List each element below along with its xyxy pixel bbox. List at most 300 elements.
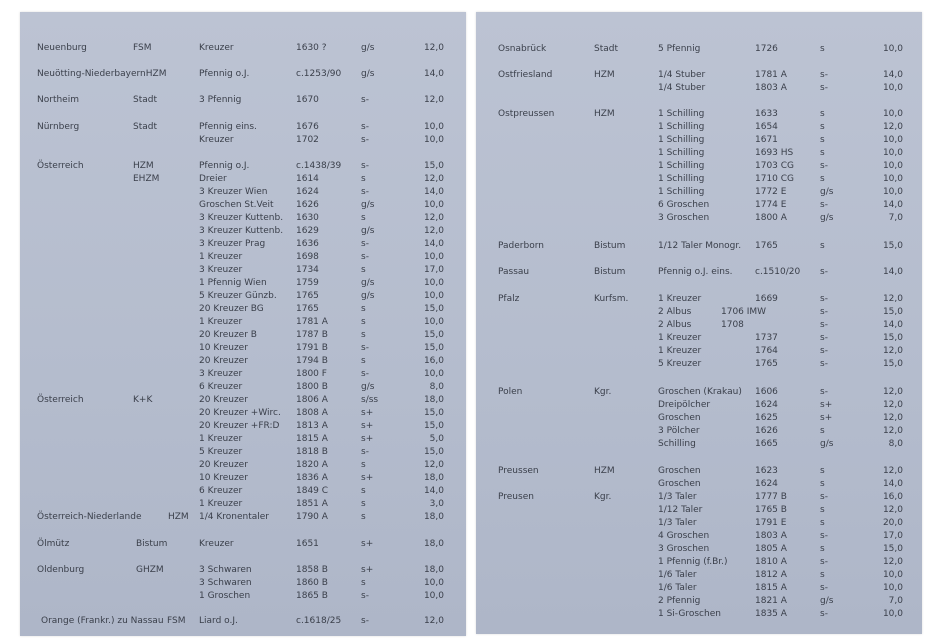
condition-cell: s — [820, 148, 825, 158]
condition-cell: s — [361, 578, 366, 588]
price-cell: 12,0 — [882, 413, 903, 423]
price-cell: 15,0 — [882, 544, 903, 554]
condition-cell: s/ss — [361, 395, 379, 405]
year-cell: 1810 A — [755, 557, 787, 567]
denomination-cell: 6 Kreuzer — [199, 382, 243, 392]
condition-cell: s- — [361, 95, 369, 105]
condition-cell: s- — [820, 294, 828, 304]
denomination-cell: Pfennig eins. — [199, 122, 257, 132]
denomination-cell: 1 Pfennig (f.Br.) — [658, 557, 728, 567]
denomination-cell: 3 Kreuzer — [199, 265, 243, 275]
year-cell: 1812 A — [755, 570, 787, 580]
denomination-cell: 1/6 Taler — [658, 583, 697, 593]
price-cell: 14,0 — [882, 200, 903, 210]
condition-cell: s — [820, 505, 825, 515]
price-cell: 10,0 — [423, 291, 444, 301]
condition-cell: s- — [820, 359, 828, 369]
condition-cell: g/s — [361, 43, 375, 53]
condition-cell: s- — [820, 200, 828, 210]
price-cell: 16,0 — [423, 356, 444, 366]
price-cell: 5,0 — [429, 434, 444, 444]
catalog-row — [20, 302, 466, 316]
catalog-row — [20, 67, 466, 81]
denomination-cell: 3 Kreuzer Prag — [199, 239, 266, 249]
denomination-cell: 1/4 Kronentaler — [199, 512, 269, 522]
year-cell: 1665 — [755, 439, 778, 449]
price-cell: 12,0 — [423, 174, 444, 184]
condition-cell: g/s — [361, 200, 375, 210]
price-cell: 18,0 — [423, 473, 444, 483]
price-cell: 12,0 — [882, 557, 903, 567]
authority-cell: Bistum — [136, 539, 168, 549]
catalog-row — [476, 159, 922, 173]
year-cell: 1706 IMW — [721, 307, 767, 317]
catalog-row — [476, 265, 922, 279]
condition-cell: s+ — [820, 400, 833, 410]
price-cell: 12,0 — [882, 387, 903, 397]
year-cell: 1651 — [296, 539, 319, 549]
place-cell: Northeim — [37, 95, 79, 105]
year-cell: c.1618/25 — [296, 616, 342, 626]
catalog-row — [476, 581, 922, 595]
price-cell: 8,0 — [888, 439, 903, 449]
catalog-row — [476, 516, 922, 530]
price-cell: 18,0 — [423, 395, 444, 405]
authority-cell: Kgr. — [594, 492, 612, 502]
denomination-cell: 1 Schilling — [658, 148, 705, 158]
authority-cell: Stadt — [133, 122, 157, 132]
denomination-cell: 1 Schilling — [658, 174, 705, 184]
catalog-row — [476, 568, 922, 582]
place-cell: Nürnberg — [37, 122, 80, 132]
price-list-page-right — [476, 12, 922, 634]
catalog-row — [20, 432, 466, 446]
price-cell: 12,0 — [423, 213, 444, 223]
denomination-cell: 1/12 Taler Monogr. — [658, 241, 742, 251]
year-cell: c.1510/20 — [755, 267, 801, 277]
denomination-cell: Kreuzer — [199, 135, 234, 145]
denomination-cell: 3 Pölcher — [658, 426, 700, 436]
denomination-cell: 20 Kreuzer +Wirc. — [199, 408, 281, 418]
year-cell: 1734 — [296, 265, 319, 275]
denomination-cell: 1 Kreuzer — [658, 294, 702, 304]
denomination-cell: 3 Kreuzer Kuttenb. — [199, 213, 284, 223]
price-cell: 12,0 — [882, 426, 903, 436]
condition-cell: s- — [820, 492, 828, 502]
year-cell: c.1253/90 — [296, 69, 342, 79]
denomination-cell: 20 Kreuzer — [199, 460, 248, 470]
condition-cell: s+ — [361, 539, 374, 549]
catalog-row — [476, 239, 922, 253]
year-cell: 1794 B — [296, 356, 328, 366]
catalog-row — [476, 424, 922, 438]
price-cell: 15,0 — [882, 333, 903, 343]
price-cell: 12,0 — [882, 122, 903, 132]
year-cell: 1606 — [755, 387, 778, 397]
year-cell: 1808 A — [296, 408, 328, 418]
denomination-cell: Schilling — [658, 439, 696, 449]
price-cell: 12,0 — [882, 466, 903, 476]
denomination-cell: Pfennig o.J. eins. — [658, 267, 733, 277]
denomination-cell: Dreipölcher — [658, 400, 711, 410]
condition-cell: s — [361, 265, 366, 275]
authority-cell: GHZM — [136, 565, 164, 575]
condition-cell: g/s — [361, 382, 375, 392]
year-cell: 1803 A — [755, 83, 787, 93]
condition-cell: s — [820, 135, 825, 145]
catalog-row — [20, 133, 466, 147]
denomination-cell: 1 Pfennig Wien — [199, 278, 267, 288]
catalog-row — [20, 393, 466, 407]
year-cell: c.1438/39 — [296, 161, 342, 171]
catalog-row — [476, 477, 922, 491]
condition-cell: s — [820, 466, 825, 476]
condition-cell: g/s — [361, 278, 375, 288]
catalog-row — [20, 159, 466, 173]
condition-cell: s- — [361, 591, 369, 601]
place-cell: Preussen — [498, 466, 539, 476]
year-cell: 1630 — [296, 213, 319, 223]
year-cell: 1806 A — [296, 395, 328, 405]
denomination-cell: 20 Kreuzer — [199, 356, 248, 366]
authority-cell: Bistum — [594, 267, 626, 277]
catalog-row — [20, 341, 466, 355]
place-cell: Passau — [498, 267, 530, 277]
year-cell: 1865 B — [296, 591, 328, 601]
place-cell: Österreich — [37, 161, 84, 171]
condition-cell: s — [361, 486, 366, 496]
price-cell: 10,0 — [423, 591, 444, 601]
price-cell: 15,0 — [423, 408, 444, 418]
denomination-cell: 1 Groschen — [199, 591, 251, 601]
place-cell: Ölmütz — [37, 539, 70, 549]
condition-cell: s- — [820, 161, 828, 171]
catalog-row — [20, 276, 466, 290]
denomination-cell: 10 Kreuzer — [199, 473, 248, 483]
condition-cell: s- — [361, 252, 369, 262]
place-cell: Neuötting-NiederbayernHZM — [37, 69, 167, 79]
condition-cell: s- — [820, 333, 828, 343]
price-cell: 10,0 — [423, 135, 444, 145]
year-cell: 1781 A — [755, 70, 787, 80]
catalog-row — [476, 411, 922, 425]
condition-cell: g/s — [361, 69, 375, 79]
condition-cell: s+ — [361, 434, 374, 444]
price-cell: 15,0 — [423, 343, 444, 353]
denomination-cell: 1/6 Taler — [658, 570, 697, 580]
year-cell: 1626 — [755, 426, 778, 436]
price-cell: 10,0 — [423, 122, 444, 132]
price-cell: 14,0 — [882, 70, 903, 80]
condition-cell: s- — [820, 531, 828, 541]
price-cell: 7,0 — [888, 596, 903, 606]
denomination-cell: Kreuzer — [199, 539, 234, 549]
authority-cell: HZM — [594, 70, 615, 80]
catalog-row — [20, 289, 466, 303]
denomination-cell: 6 Groschen — [658, 200, 710, 210]
catalog-row — [476, 490, 922, 504]
denomination-cell: 1/3 Taler — [658, 518, 697, 528]
catalog-row — [476, 398, 922, 412]
catalog-row — [20, 41, 466, 55]
price-cell: 8,0 — [429, 382, 444, 392]
year-cell: 1781 A — [296, 317, 328, 327]
catalog-row — [20, 315, 466, 329]
catalog-row — [476, 464, 922, 478]
catalog-row — [20, 497, 466, 511]
year-cell: 1835 A — [755, 609, 787, 619]
catalog-row — [20, 458, 466, 472]
condition-cell: s- — [820, 70, 828, 80]
price-cell: 10,0 — [882, 161, 903, 171]
catalog-row — [476, 607, 922, 621]
condition-cell: s- — [820, 609, 828, 619]
condition-cell: s — [361, 356, 366, 366]
year-cell: 1625 — [755, 413, 778, 423]
year-cell: 1815 A — [755, 583, 787, 593]
price-cell: 12,0 — [423, 616, 444, 626]
catalog-row — [20, 198, 466, 212]
denomination-cell: 2 Pfennig — [658, 596, 701, 606]
catalog-row — [476, 555, 922, 569]
price-cell: 10,0 — [882, 44, 903, 54]
denomination-cell: 1/4 Stuber — [658, 83, 706, 93]
catalog-row — [20, 445, 466, 459]
year-cell: 1821 A — [755, 596, 787, 606]
price-cell: 14,0 — [423, 69, 444, 79]
denomination-cell: Pfennig o.J. — [199, 69, 250, 79]
catalog-row — [476, 542, 922, 556]
year-cell: 1803 A — [755, 531, 787, 541]
year-cell: 1624 — [296, 187, 319, 197]
condition-cell: s — [361, 512, 366, 522]
price-cell: 15,0 — [423, 304, 444, 314]
place-cell: Ostfriesland — [498, 70, 553, 80]
price-cell: 10,0 — [882, 583, 903, 593]
denomination-cell: Groschen St.Veit — [199, 200, 274, 210]
condition-cell: s+ — [361, 565, 374, 575]
place-cell: Paderborn — [498, 241, 544, 251]
condition-cell: s- — [361, 369, 369, 379]
price-cell: 12,0 — [423, 43, 444, 53]
denomination-cell: 1/12 Taler — [658, 505, 703, 515]
price-cell: 10,0 — [882, 570, 903, 580]
denomination-cell: 3 Kreuzer Wien — [199, 187, 268, 197]
denomination-cell: 5 Pfennig — [658, 44, 701, 54]
price-cell: 10,0 — [882, 187, 903, 197]
catalog-row — [20, 211, 466, 225]
denomination-cell: 1 Kreuzer — [658, 333, 702, 343]
place-cell: Orange (Frankr.) zu Nassau — [41, 616, 164, 626]
year-cell: 1633 — [755, 109, 778, 119]
catalog-row — [476, 305, 922, 319]
catalog-row — [476, 385, 922, 399]
price-cell: 3,0 — [429, 499, 444, 509]
condition-cell: s — [820, 241, 825, 251]
catalog-row — [20, 419, 466, 433]
denomination-cell: 3 Schwaren — [199, 565, 252, 575]
year-cell: 1654 — [755, 122, 778, 132]
price-cell: 12,0 — [423, 460, 444, 470]
place-cell: Preusen — [498, 492, 534, 502]
denomination-cell: 20 Kreuzer — [199, 395, 248, 405]
place-cell: Ostpreussen — [498, 109, 555, 119]
condition-cell: s — [820, 570, 825, 580]
denomination-cell: 3 Kreuzer — [199, 369, 243, 379]
year-cell: 1800 B — [296, 382, 328, 392]
catalog-row — [476, 120, 922, 134]
authority-cell: K+K — [133, 395, 153, 405]
price-cell: 12,0 — [882, 505, 903, 515]
year-cell: 1708 — [721, 320, 744, 330]
catalog-row — [476, 133, 922, 147]
denomination-cell: 1 Schilling — [658, 135, 705, 145]
denomination-cell: 1 Schilling — [658, 161, 705, 171]
year-cell: 1765 — [296, 304, 319, 314]
catalog-row — [476, 318, 922, 332]
denomination-cell: 3 Kreuzer Kuttenb. — [199, 226, 284, 236]
condition-cell: s- — [820, 387, 828, 397]
catalog-row — [476, 292, 922, 306]
condition-cell: s- — [361, 135, 369, 145]
price-cell: 14,0 — [423, 187, 444, 197]
denomination-cell: 3 Schwaren — [199, 578, 252, 588]
year-cell: 1774 E — [755, 200, 787, 210]
catalog-row — [20, 563, 466, 577]
denomination-cell: 20 Kreuzer BG — [199, 304, 264, 314]
year-cell: 1626 — [296, 200, 319, 210]
condition-cell: s — [820, 544, 825, 554]
place-cell: Osnabrück — [498, 44, 547, 54]
denomination-cell: 1 Si-Groschen — [658, 609, 721, 619]
year-cell: 1849 C — [296, 486, 329, 496]
year-cell: 1623 — [755, 466, 778, 476]
price-cell: 14,0 — [882, 320, 903, 330]
condition-cell: s- — [820, 583, 828, 593]
catalog-row — [20, 537, 466, 551]
catalog-row — [20, 237, 466, 251]
condition-cell: s — [820, 174, 825, 184]
denomination-cell: Liard o.J. — [199, 616, 238, 626]
catalog-row — [476, 211, 922, 225]
denomination-cell: 1 Kreuzer — [658, 346, 702, 356]
catalog-row — [476, 344, 922, 358]
price-cell: 7,0 — [888, 213, 903, 223]
condition-cell: s — [361, 213, 366, 223]
price-cell: 20,0 — [882, 518, 903, 528]
authority-cell: HZM — [594, 466, 615, 476]
price-cell: 15,0 — [423, 161, 444, 171]
year-cell: 1630 ? — [296, 43, 327, 53]
catalog-row — [20, 328, 466, 342]
catalog-row — [20, 589, 466, 603]
year-cell: 1851 A — [296, 499, 328, 509]
denomination-cell: 5 Kreuzer — [199, 447, 243, 457]
authority-cell: HZM — [133, 161, 154, 171]
authority-cell: HZM — [168, 512, 189, 522]
condition-cell: s — [361, 317, 366, 327]
price-cell: 10,0 — [882, 609, 903, 619]
catalog-row — [476, 185, 922, 199]
denomination-cell: 1 Schilling — [658, 122, 705, 132]
catalog-row — [476, 437, 922, 451]
catalog-row — [476, 172, 922, 186]
denomination-cell: Groschen — [658, 479, 701, 489]
condition-cell: g/s — [361, 291, 375, 301]
denomination-cell: 1/3 Taler — [658, 492, 697, 502]
condition-cell: s- — [361, 122, 369, 132]
authority-cell: Kgr. — [594, 387, 612, 397]
catalog-row — [20, 354, 466, 368]
price-cell: 14,0 — [423, 486, 444, 496]
year-cell: 1765 — [755, 241, 778, 251]
price-cell: 10,0 — [882, 109, 903, 119]
year-cell: 1698 — [296, 252, 319, 262]
denomination-cell: 4 Groschen — [658, 531, 710, 541]
condition-cell: g/s — [820, 213, 834, 223]
condition-cell: g/s — [820, 596, 834, 606]
year-cell: 1860 B — [296, 578, 328, 588]
price-cell: 10,0 — [423, 200, 444, 210]
catalog-row — [20, 263, 466, 277]
price-cell: 15,0 — [423, 330, 444, 340]
condition-cell: s+ — [820, 413, 833, 423]
catalog-row — [476, 107, 922, 121]
denomination-cell: 2 Albus — [658, 320, 692, 330]
price-cell: 12,0 — [423, 226, 444, 236]
year-cell: 1836 A — [296, 473, 328, 483]
price-cell: 10,0 — [882, 83, 903, 93]
place-cell: Oldenburg — [37, 565, 85, 575]
catalog-row — [20, 120, 466, 134]
denomination-cell: Groschen (Krakau) — [658, 387, 742, 397]
denomination-cell: 1 Schilling — [658, 187, 705, 197]
condition-cell: s — [820, 479, 825, 489]
year-cell: 1669 — [755, 294, 778, 304]
price-cell: 10,0 — [423, 578, 444, 588]
denomination-cell: 5 Kreuzer Günzb. — [199, 291, 277, 301]
condition-cell: s — [820, 518, 825, 528]
denomination-cell: 10 Kreuzer — [199, 343, 248, 353]
place-cell: Pfalz — [498, 294, 520, 304]
catalog-row — [20, 471, 466, 485]
price-cell: 15,0 — [882, 241, 903, 251]
authority-cell: EHZM — [133, 174, 160, 184]
year-cell: 1759 — [296, 278, 319, 288]
price-cell: 14,0 — [882, 267, 903, 277]
authority-cell: Stadt — [594, 44, 618, 54]
condition-cell: s — [361, 304, 366, 314]
place-cell: Polen — [498, 387, 523, 397]
condition-cell: s- — [820, 320, 828, 330]
catalog-row — [476, 81, 922, 95]
year-cell: 1858 B — [296, 565, 328, 575]
year-cell: 1676 — [296, 122, 319, 132]
catalog-row — [20, 367, 466, 381]
price-list-page-left — [20, 12, 466, 636]
catalog-row — [20, 406, 466, 420]
place-cell: Österreich-Niederlande — [37, 512, 142, 522]
price-cell: 15,0 — [423, 421, 444, 431]
condition-cell: s- — [820, 557, 828, 567]
price-cell: 10,0 — [423, 252, 444, 262]
year-cell: 1614 — [296, 174, 319, 184]
condition-cell: s- — [361, 161, 369, 171]
condition-cell: s — [820, 109, 825, 119]
catalog-row — [476, 594, 922, 608]
catalog-row — [476, 198, 922, 212]
year-cell: 1624 — [755, 479, 778, 489]
